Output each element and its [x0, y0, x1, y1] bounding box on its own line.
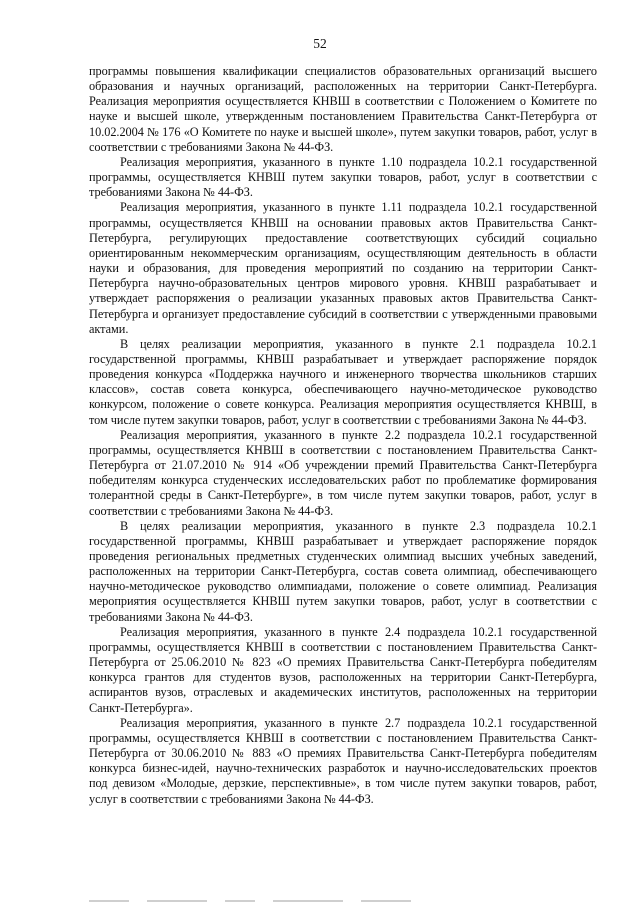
page-number: 52 — [313, 36, 327, 51]
scan-mark — [273, 900, 343, 902]
paragraph-item-2-4: Реализация мероприятия, указанного в пункте 2.4 подраздела 10.2.1 государственной программы, осуществляется КНВШ в соответствии с постановлением Правительства Санкт-Петербурга от 25.06.2010 № 823 «О премиях Правительства Санкт-Петербурга победителям конкурса грантов для студентов вузов, расположенных на территории Санкт-Петербурга, аспирантов вузов, отраслевых и академических институтов, расположенных на территории Санкт-Петербурга». — [89, 624, 597, 715]
scan-mark — [361, 900, 411, 902]
document-body — [89, 64, 597, 807]
scan-mark — [147, 900, 207, 902]
paragraph-item-1-10: Реализация мероприятия, указанного в пункте 1.10 подраздела 10.2.1 государственной программы, осуществляется КНВШ путем закупки товаров, работ, услуг в соответствии с требованиями Закона № 44-ФЗ. — [89, 154, 597, 200]
paragraph-item-2-3: В целях реализации мероприятия, указанного в пункте 2.3 подраздела 10.2.1 государственной программы, КНВШ разрабатывает и утверждает распоряжение порядок проведения региональных предметных студенческих олимпиад высших учебных заведений, расположенных на территории Санкт-Петербурга, состав совета олимпиад, обеспечивающего научно-методическое руководство олимпиадами, положение о совете олимпиад. Реализация мероприятия осуществляется КНВШ путем закупки товаров, работ, услуг в соответствии с требованиями Закона № 44-ФЗ. — [89, 518, 597, 624]
scan-edge-marks — [89, 900, 597, 903]
scan-mark — [225, 900, 255, 902]
paragraph-item-1-11: Реализация мероприятия, указанного в пункте 1.11 подраздела 10.2.1 государственной программы, осуществляется КНВШ на основании правовых актов Правительства Санкт-Петербурга, регулирующих предоставление соответствующих субсидий социально ориентированным некоммерческим организациям, осуществляющим деятельность в области науки и образования, для проведения мероприятий по созданию на территории Санкт-Петербурга научно-образовательных центров мирового уровня. КНВШ разрабатывает и утверждает распоряжения о реализации указанных правовых актов Правительства Санкт-Петербурга и организует предоставление субсидий в соответствии с утвержденными правовыми актами. — [89, 200, 597, 336]
paragraph-item-2-2: Реализация мероприятия, указанного в пункте 2.2 подраздела 10.2.1 государственной программы, осуществляется КНВШ в соответствии с постановлением Правительства Санкт-Петербурга от 21.07.2010 № 914 «Об учреждении премий Правительства Санкт-Петербурга победителям конкурса студенческих исследовательских работ по проблематике формирования толерантной среды в Санкт-Петербурге», в том числе путем закупки товаров, работ, услуг в соответствии с требованиями Закона № 44-ФЗ. — [89, 427, 597, 518]
scan-mark — [89, 900, 129, 902]
paragraph-item-2-7: Реализация мероприятия, указанного в пункте 2.7 подраздела 10.2.1 государственной программы, осуществляется КНВШ в соответствии с постановлением Правительства Санкт-Петербурга от 30.06.2010 № 883 «О премиях Правительства Санкт-Петербурга победителям конкурса бизнес-идей, научно-технических разработок и научно-исследовательских проектов под девизом «Молодые, дерзкие, перспективные», в том числе путем закупки товаров, работ, услуг в соответствии с требованиями Закона № 44-ФЗ. — [89, 715, 597, 806]
paragraph-item-2-1: В целях реализации мероприятия, указанного в пункте 2.1 подраздела 10.2.1 государственной программы, КНВШ разрабатывает и утверждает распоряжение порядок проведения конкурса «Поддержка научного и инженерного творчества школьников старших классов», состав совета конкурса, обеспечивающего научно-методическое руководство конкурсом, положение о совете конкурса. Реализация мероприятия осуществляется КНВШ, в том числе путем закупки товаров, работ, услуг в соответствии с требованиями Закона № 44-ФЗ. — [89, 336, 597, 427]
paragraph-continuation: программы повышения квалификации специалистов образовательных организаций высшего образования и научных организаций, расположенных на территории Санкт-Петербурга. Реализация мероприятия осуществляется КНВШ в соответствии с Положением о Комитете по науке и высшей школе, утвержденным постановлением Правительства Санкт-Петербурга от 10.02.2004 № 176 «О Комитете по науке и высшей школе», путем закупки товаров, работ, услуг в соответствии с требованиями Закона № 44-ФЗ. — [89, 64, 597, 154]
